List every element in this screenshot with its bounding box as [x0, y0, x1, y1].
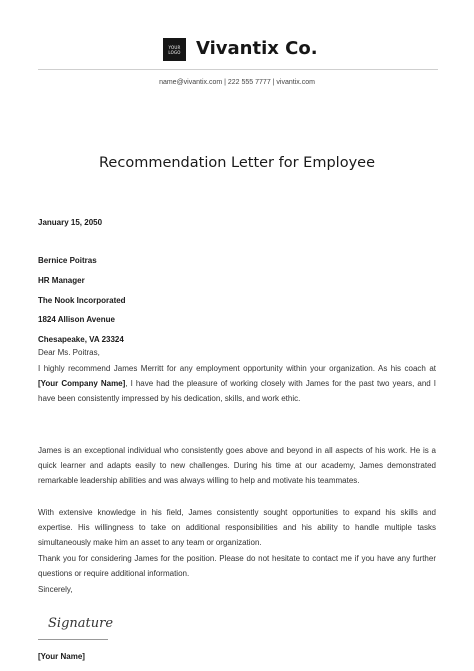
paragraph-expertise: With extensive knowledge in his field, James consistently sought opportunities to expand his skills and expertise. His willingness to take on additional responsibilities and his ability to handle multiple tasks simultaneously make him an asset to any team or organization.	[38, 508, 436, 548]
salutation: Dear Ms. Poitras,	[38, 348, 100, 357]
contact-info: name@vivantix.com | 222 555 7777 | vivantix.com	[159, 79, 315, 86]
letter-title: Recommendation Letter for Employee	[99, 155, 375, 171]
paragraph-intro-part1: I highly recommend James Merritt for any employment opportunity within your organization. As his coach at	[38, 364, 436, 373]
recipient-street: 1824 Allison Avenue	[38, 315, 115, 324]
signer-name: [Your Name]	[38, 652, 85, 661]
signature-line	[38, 639, 108, 640]
closing: Sincerely,	[38, 585, 73, 594]
letter-date: January 15, 2050	[38, 218, 103, 227]
paragraph-thanks: Thank you for considering James for the position. Please do not hesitate to contact me if you have any further questions or require additional information.	[38, 554, 436, 579]
paragraph-intro-part2: , I have had the pleasure of working closely with James for the past two years, and I have been consistently impressed by his dedication, skills, and work ethic.	[38, 379, 437, 404]
recipient-company: The Nook Incorporated	[38, 296, 126, 305]
company-name: Vivantix Co.	[196, 38, 318, 59]
letterhead	[0, 36, 474, 66]
company-logo: YOUR LOGO	[163, 38, 186, 61]
paragraph-qualities: James is an exceptional individual who consistently goes above and beyond in all aspects of his work. He is a quick learner and adapts easily to new challenges. During his time at our academy, James demonstrated remarkable leadership abilities and was always willing to help and motivate his teammates.	[38, 446, 436, 486]
signature: Signature	[48, 616, 114, 631]
recipient-role: HR Manager	[38, 276, 85, 285]
header-divider	[38, 69, 438, 70]
paragraph-intro	[38, 361, 436, 407]
recipient-name: Bernice Poitras	[38, 256, 97, 265]
recipient-city: Chesapeake, VA 23324	[38, 335, 124, 344]
company-name-placeholder: [Your Company Name]	[38, 379, 126, 389]
